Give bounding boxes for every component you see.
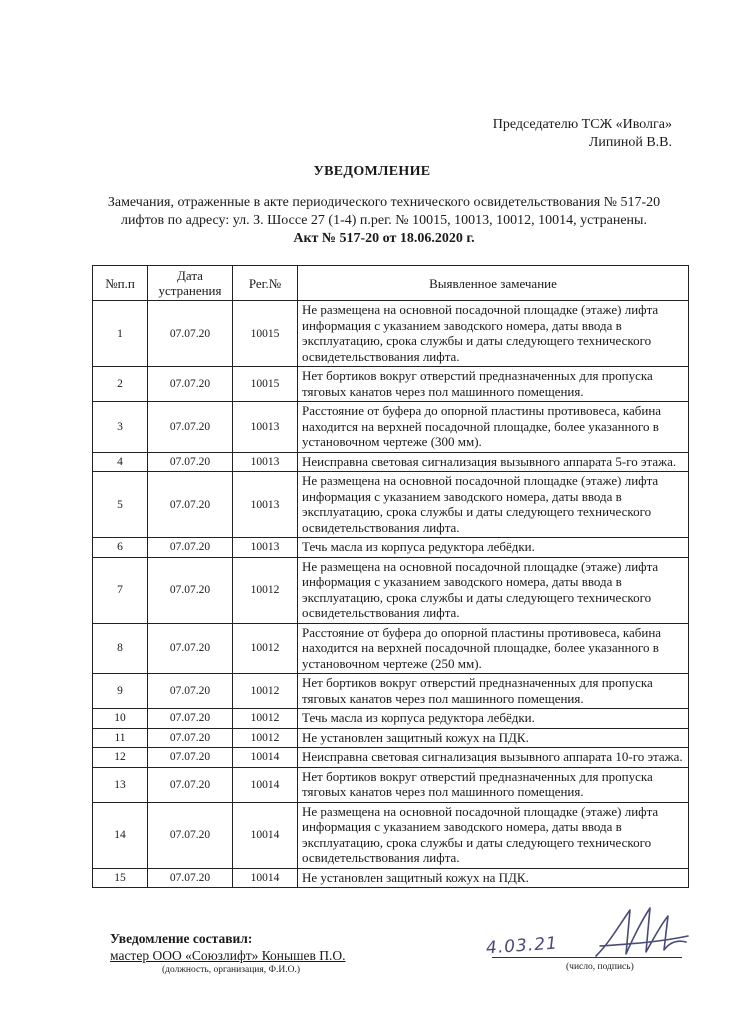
- row-remark-cell: Не установлен защитный кожух на ПДК.: [298, 728, 689, 748]
- row-number-cell: 3: [93, 402, 148, 453]
- table-row: [93, 402, 689, 453]
- row-number-cell: 15: [93, 868, 148, 888]
- row-reg-cell: 10012: [233, 623, 298, 674]
- row-reg-cell: 10012: [233, 709, 298, 729]
- row-number-cell: 6: [93, 538, 148, 558]
- row-date-cell: 07.07.20: [148, 767, 233, 802]
- remarks-table: [92, 265, 689, 888]
- table-row: [93, 452, 689, 472]
- row-number-cell: 14: [93, 802, 148, 868]
- row-number-cell: 5: [93, 472, 148, 538]
- row-reg-cell: 10013: [233, 402, 298, 453]
- row-remark-cell: Нет бортиков вокруг отверстий предназначенных для пропуска тяговых канатов через пол машинного помещения.: [298, 767, 689, 802]
- table-row: [93, 301, 689, 367]
- row-date-cell: 07.07.20: [148, 709, 233, 729]
- row-number-cell: 9: [93, 674, 148, 709]
- header-date: Дата устранения: [148, 266, 233, 301]
- table-row: [93, 367, 689, 402]
- row-remark-cell: Течь масла из корпуса редуктора лебёдки.: [298, 538, 689, 558]
- row-reg-cell: 10012: [233, 557, 298, 623]
- composer-heading: Уведомление составил:: [110, 931, 253, 946]
- row-number-cell: 12: [93, 748, 148, 768]
- row-remark-cell: Неисправна световая сигнализация вызывного аппарата 5-го этажа.: [298, 452, 689, 472]
- row-remark-cell: Течь масла из корпуса редуктора лебёдки.: [298, 709, 689, 729]
- row-date-cell: 07.07.20: [148, 301, 233, 367]
- table-row: [93, 709, 689, 729]
- row-number-cell: 13: [93, 767, 148, 802]
- row-reg-cell: 10014: [233, 748, 298, 768]
- row-reg-cell: 10015: [233, 367, 298, 402]
- intro-paragraph: [88, 194, 680, 248]
- remarks-table-body: [93, 301, 689, 888]
- row-remark-cell: Неисправна световая сигнализация вызывного аппарата 10-го этажа.: [298, 748, 689, 768]
- row-reg-cell: 10014: [233, 868, 298, 888]
- row-remark-cell: Расстояние от буфера до опорной пластины противовеса, кабина находится на верхней посадочной площадке, более указанного в установочном чертеже (250 мм).: [298, 623, 689, 674]
- table-row: [93, 767, 689, 802]
- table-row: [93, 728, 689, 748]
- table-row: [93, 748, 689, 768]
- row-date-cell: 07.07.20: [148, 802, 233, 868]
- document-title: УВЕДОМЛЕНИЕ: [313, 164, 431, 179]
- row-remark-cell: Не размещена на основной посадочной площадке (этаже) лифта информация с указанием заводского номера, даты ввода в эксплуатацию, срока службы и даты следующего технического освидетельствования лифта.: [298, 301, 689, 367]
- addressee-line-2: Липиной В.В.: [588, 135, 672, 150]
- row-number-cell: 10: [93, 709, 148, 729]
- row-date-cell: 07.07.20: [148, 728, 233, 748]
- row-number-cell: 7: [93, 557, 148, 623]
- table-row: [93, 472, 689, 538]
- row-date-cell: 07.07.20: [148, 674, 233, 709]
- header-number: №п.п: [93, 266, 148, 301]
- row-date-cell: 07.07.20: [148, 452, 233, 472]
- table-row: [93, 802, 689, 868]
- composer-name: мастер ООО «Союзлифт» Конышев П.О.: [110, 948, 346, 963]
- row-date-cell: 07.07.20: [148, 623, 233, 674]
- row-reg-cell: 10013: [233, 452, 298, 472]
- composer-caption: (должность, организация, Ф.И.О.): [162, 965, 301, 975]
- table-row: [93, 557, 689, 623]
- act-reference: Акт № 517-20 от 18.06.2020 г.: [293, 231, 475, 246]
- handwritten-date: 4.03.21: [485, 933, 559, 959]
- row-number-cell: 1: [93, 301, 148, 367]
- table-row: [93, 623, 689, 674]
- row-date-cell: 07.07.20: [148, 472, 233, 538]
- row-reg-cell: 10015: [233, 301, 298, 367]
- row-remark-cell: Нет бортиков вокруг отверстий предназначенных для пропуска тяговых канатов через пол машинного помещения.: [298, 367, 689, 402]
- row-reg-cell: 10014: [233, 767, 298, 802]
- table-row: [93, 674, 689, 709]
- header-remark: Выявленное замечание: [298, 266, 689, 301]
- row-reg-cell: 10012: [233, 674, 298, 709]
- row-remark-cell: Нет бортиков вокруг отверстий предназначенных для пропуска тяговых канатов через пол машинного помещения.: [298, 674, 689, 709]
- row-number-cell: 8: [93, 623, 148, 674]
- row-remark-cell: Не размещена на основной посадочной площадке (этаже) лифта информация с указанием заводского номера, даты ввода в эксплуатацию, срока службы и даты следующего технического освидетельствования лифта.: [298, 557, 689, 623]
- row-date-cell: 07.07.20: [148, 868, 233, 888]
- row-reg-cell: 10013: [233, 538, 298, 558]
- row-date-cell: 07.07.20: [148, 748, 233, 768]
- row-remark-cell: Расстояние от буфера до опорной пластины противовеса, кабина находится на верхней посадочной площадке, более указанного в установочном чертеже (300 мм).: [298, 402, 689, 453]
- row-number-cell: 2: [93, 367, 148, 402]
- signature-caption: (число, подпись): [566, 962, 634, 972]
- row-date-cell: 07.07.20: [148, 538, 233, 558]
- row-reg-cell: 10013: [233, 472, 298, 538]
- row-reg-cell: 10014: [233, 802, 298, 868]
- addressee-line-1: Председателю ТСЖ «Иволга»: [492, 117, 672, 132]
- row-remark-cell: Не размещена на основной посадочной площадке (этаже) лифта информация с указанием заводского номера, даты ввода в эксплуатацию, срока службы и даты следующего технического освидетельствования лифта.: [298, 472, 689, 538]
- composer-block: [110, 930, 346, 976]
- header-reg: Рег.№: [233, 266, 298, 301]
- table-row: [93, 538, 689, 558]
- row-reg-cell: 10012: [233, 728, 298, 748]
- addressee-block: [493, 116, 672, 152]
- handwritten-signature: [590, 902, 690, 964]
- row-remark-cell: Не размещена на основной посадочной площадке (этаже) лифта информация с указанием заводского номера, даты ввода в эксплуатацию, срока службы и даты следующего технического освидетельствования лифта.: [298, 802, 689, 868]
- row-remark-cell: Не установлен защитный кожух на ПДК.: [298, 868, 689, 888]
- row-date-cell: 07.07.20: [148, 367, 233, 402]
- row-date-cell: 07.07.20: [148, 402, 233, 453]
- table-header-row: [93, 266, 689, 301]
- intro-text: Замечания, отраженные в акте периодического технического освидетельствования № 517-20 лифтов по адресу: ул. З. Шоссе 27 (1-4) п.рег. № 10015, 10013, 10012, 10014, устранены.: [107, 195, 661, 228]
- row-number-cell: 11: [93, 728, 148, 748]
- row-date-cell: 07.07.20: [148, 557, 233, 623]
- table-row: [93, 868, 689, 888]
- row-number-cell: 4: [93, 452, 148, 472]
